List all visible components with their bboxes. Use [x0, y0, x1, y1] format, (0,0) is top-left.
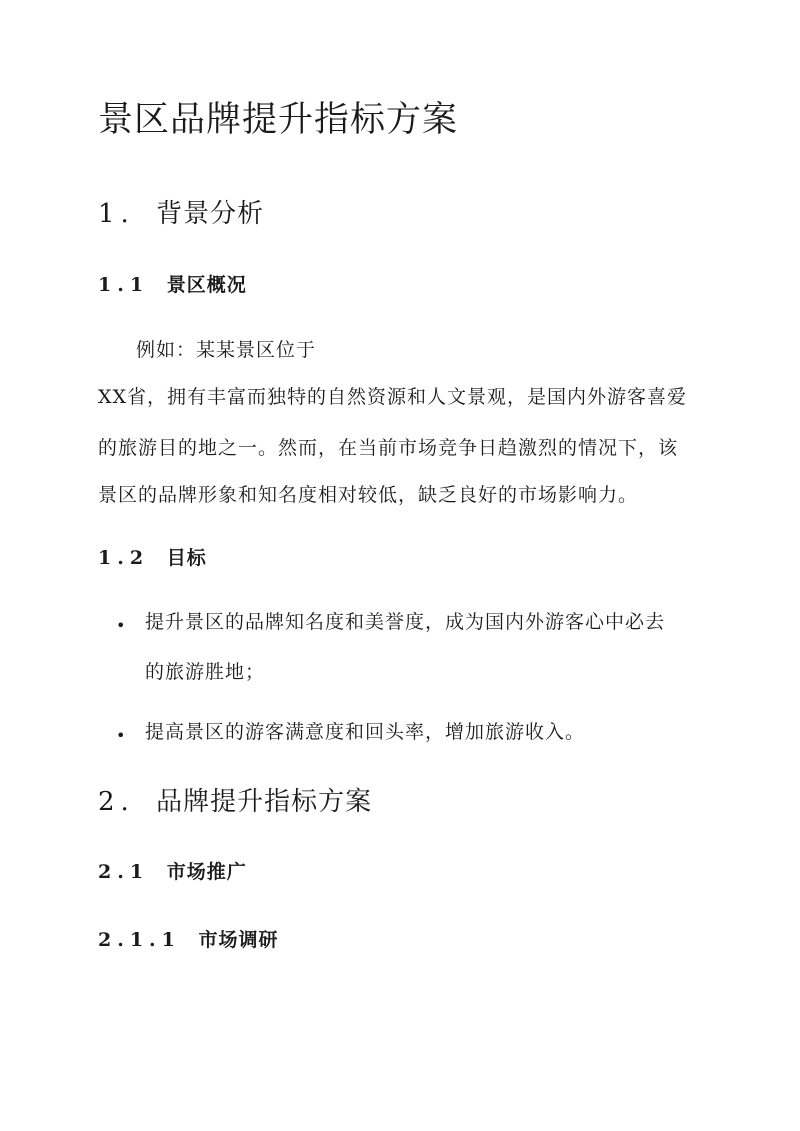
subsection-number: 1.2: [98, 547, 150, 569]
subsection-title: 景区概况: [166, 274, 247, 296]
document-title: 景区品牌提升指标方案: [98, 100, 459, 140]
section-2-heading: [98, 784, 372, 820]
bullet-dot-icon: •: [116, 616, 126, 635]
bullet-line: 的旅游胜地；: [145, 661, 266, 683]
bullet-line: 提高景区的游客满意度和回头率，增加旅游收入。: [145, 721, 586, 743]
subsection-number: 2.1.1: [98, 929, 181, 951]
bullet-line: 提升景区的品牌知名度和美誉度，成为国内外游客心中必去: [145, 611, 666, 633]
subsection-number: 1.1: [98, 274, 150, 296]
section-title: 品牌提升指标方案: [156, 787, 373, 817]
paragraph-line: 景区的品牌形象和知名度相对较低，缺乏良好的市场影响力。: [98, 484, 639, 506]
paragraph-line: 的旅游目的地之一。然而，在当前市场竞争日趋激烈的情况下，该: [98, 437, 679, 459]
section-number: 1.: [98, 199, 135, 229]
subsection-1-1-heading: [98, 271, 247, 299]
paragraph-line: 例如：某某景区位于: [136, 339, 317, 361]
subsection-title: 市场调研: [198, 929, 279, 951]
section-1-heading: [98, 196, 264, 232]
subsection-2-1-1-heading: [98, 926, 279, 954]
subsection-2-1-heading: [98, 858, 247, 886]
subsection-title: 目标: [166, 547, 207, 569]
subsection-number: 2.1: [98, 861, 150, 883]
paragraph-line: XX省，拥有丰富而独特的自然资源和人文景观，是国内外游客喜爱: [98, 386, 688, 408]
section-number: 2.: [98, 787, 135, 817]
bullet-dot-icon: •: [116, 726, 126, 745]
section-title: 背景分析: [156, 199, 265, 229]
subsection-title: 市场推广: [166, 861, 247, 883]
subsection-1-2-heading: [98, 544, 207, 572]
